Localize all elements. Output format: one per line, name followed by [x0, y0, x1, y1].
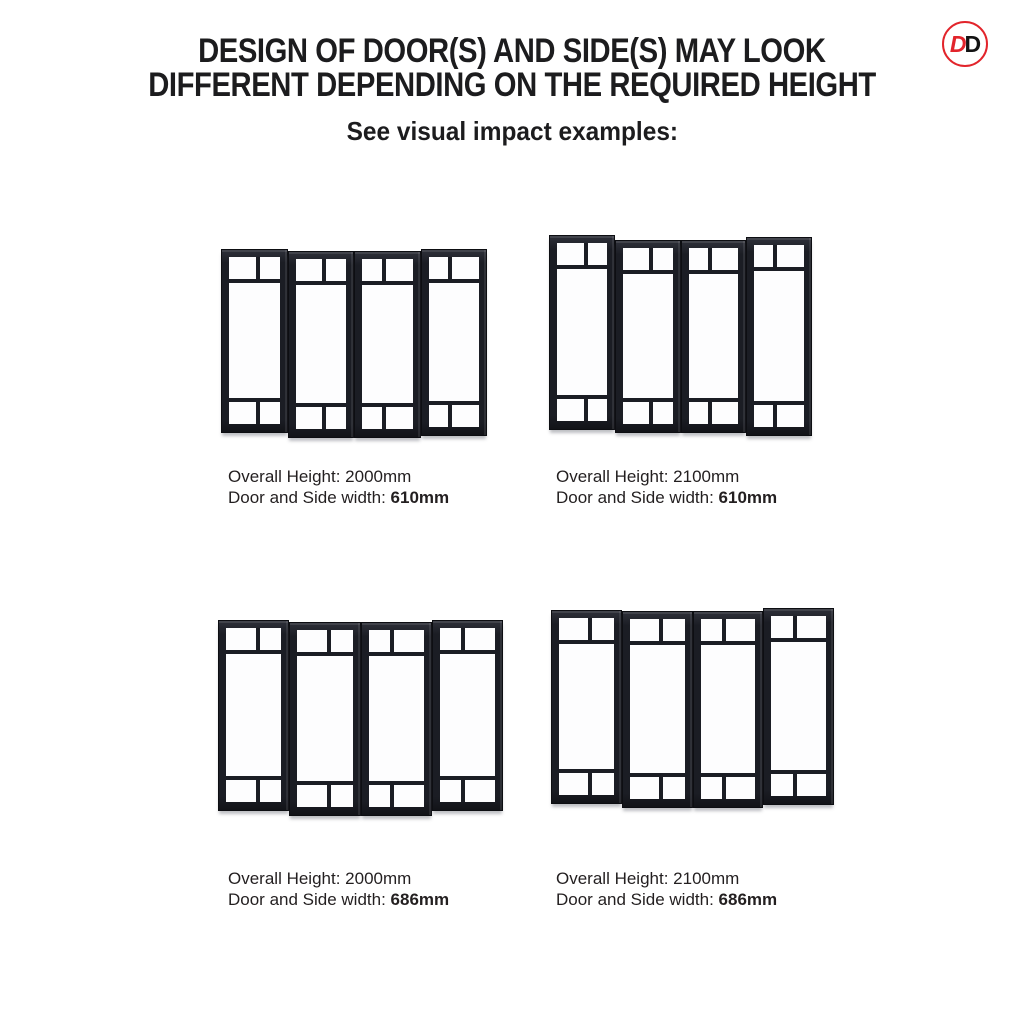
- door-panel: [694, 612, 763, 807]
- glass-pane: [712, 248, 739, 270]
- glass-pane: [297, 630, 327, 652]
- panel-bottom-section: [229, 402, 280, 424]
- glass-pane: [557, 399, 584, 421]
- door-example-2100-610: [550, 239, 811, 430]
- glass-pane: [623, 402, 650, 424]
- door-panel: [764, 609, 833, 804]
- glass-pane-middle: [701, 645, 756, 773]
- glass-pane: [653, 248, 672, 270]
- panel-top-section: [623, 248, 673, 270]
- door-panel: [289, 252, 354, 437]
- glass-pane: [726, 777, 755, 799]
- door-panel: [219, 621, 288, 810]
- door-panel: [682, 241, 746, 432]
- glass-pane: [559, 773, 588, 795]
- glass-pane-middle: [369, 656, 424, 781]
- dd-logo-icon: [942, 21, 988, 67]
- panel-top-section: [362, 259, 413, 281]
- glass-pane: [754, 405, 773, 427]
- panel-top-section: [440, 628, 495, 650]
- caption-2000-610: [228, 466, 449, 508]
- door-panel: [362, 623, 431, 815]
- glass-pane: [296, 259, 323, 281]
- caption-height-line: Overall Height: 2000mm: [228, 467, 412, 486]
- glass-pane-middle: [229, 283, 280, 398]
- glass-pane: [689, 402, 708, 424]
- caption-width-line: Door and Side width: 610mm: [228, 488, 450, 507]
- glass-pane: [701, 619, 722, 641]
- glass-pane: [229, 402, 256, 424]
- glass-pane-middle: [559, 644, 614, 769]
- panel-top-section: [689, 248, 739, 270]
- page-title: [0, 34, 1024, 102]
- glass-pane: [369, 785, 391, 807]
- door-panel: [747, 238, 811, 435]
- glass-pane-middle: [754, 271, 804, 401]
- panel-bottom-section: [689, 402, 739, 424]
- glass-pane: [326, 259, 346, 281]
- glass-pane: [260, 402, 280, 424]
- glass-pane-middle: [440, 654, 495, 776]
- glass-pane: [429, 405, 449, 427]
- panel-bottom-section: [429, 405, 480, 427]
- panel-bottom-section: [623, 402, 673, 424]
- caption-2000-686: [228, 868, 449, 910]
- door-panel: [290, 623, 359, 815]
- glass-pane: [229, 257, 256, 279]
- panel-bottom-section: [559, 773, 614, 795]
- caption-width-line: Door and Side width: 610mm: [556, 488, 778, 507]
- panel-bottom-section: [771, 774, 826, 796]
- page-title-line2: DIFFERENT DEPENDING ON THE REQUIRED HEIGHT: [148, 66, 876, 104]
- panel-bottom-section: [296, 407, 347, 429]
- glass-pane: [623, 248, 650, 270]
- glass-pane: [297, 785, 327, 807]
- glass-pane-middle: [362, 285, 413, 403]
- door-panel: [355, 252, 420, 437]
- door-panel: [433, 621, 502, 810]
- glass-pane-middle: [623, 274, 673, 398]
- glass-pane: [630, 619, 659, 641]
- panel-top-section: [771, 616, 826, 638]
- panel-bottom-section: [226, 780, 281, 802]
- panel-top-section: [559, 618, 614, 640]
- glass-pane-middle: [297, 656, 352, 781]
- panel-bottom-section: [362, 407, 413, 429]
- panel-top-section: [429, 257, 480, 279]
- glass-pane: [630, 777, 659, 799]
- caption-width-line: Door and Side width: 686mm: [556, 890, 778, 909]
- glass-pane-middle: [557, 269, 607, 395]
- panel-top-section: [297, 630, 352, 652]
- door-panel: [616, 241, 680, 432]
- glass-pane: [592, 773, 613, 795]
- door-panel: [550, 236, 614, 429]
- glass-pane: [440, 780, 462, 802]
- glass-pane: [452, 405, 479, 427]
- caption-height-line: Overall Height: 2000mm: [228, 869, 412, 888]
- door-panel: [552, 611, 621, 803]
- panel-top-section: [369, 630, 424, 652]
- glass-pane: [663, 777, 684, 799]
- glass-pane: [465, 628, 495, 650]
- glass-pane: [726, 619, 755, 641]
- caption-2100-610: [556, 466, 777, 508]
- glass-pane: [362, 259, 382, 281]
- glass-pane: [588, 243, 607, 265]
- glass-pane-middle: [296, 285, 347, 403]
- panel-top-section: [754, 245, 804, 267]
- panel-bottom-section: [630, 777, 685, 799]
- door-panel: [422, 250, 487, 435]
- glass-pane: [226, 780, 256, 802]
- glass-pane: [754, 245, 773, 267]
- door-panel: [623, 612, 692, 807]
- panel-top-section: [226, 628, 281, 650]
- glass-pane: [260, 628, 282, 650]
- glass-pane: [771, 616, 792, 638]
- glass-pane-middle: [771, 642, 826, 770]
- glass-pane: [777, 405, 804, 427]
- glass-pane: [386, 407, 413, 429]
- glass-pane: [701, 777, 722, 799]
- glass-pane: [653, 402, 672, 424]
- caption-width-line: Door and Side width: 686mm: [228, 890, 450, 909]
- page-subtitle: See visual impact examples:: [346, 116, 678, 146]
- page-title-line1: DESIGN OF DOOR(S) AND SIDE(S) MAY LOOK: [198, 32, 826, 70]
- glass-pane: [771, 774, 792, 796]
- glass-pane-middle: [630, 645, 685, 773]
- panel-top-section: [630, 619, 685, 641]
- door-example-2000-686: [219, 621, 502, 810]
- glass-pane: [559, 618, 588, 640]
- panel-bottom-section: [701, 777, 756, 799]
- panel-top-section: [557, 243, 607, 265]
- glass-pane: [394, 630, 424, 652]
- glass-pane: [429, 257, 449, 279]
- glass-pane-middle: [429, 283, 480, 401]
- glass-pane: [331, 785, 353, 807]
- glass-pane: [557, 243, 584, 265]
- glass-pane-middle: [689, 274, 739, 398]
- caption-2100-686: [556, 868, 777, 910]
- glass-pane: [663, 619, 684, 641]
- panel-top-section: [296, 259, 347, 281]
- panel-bottom-section: [557, 399, 607, 421]
- glass-pane: [331, 630, 353, 652]
- door-example-2100-686: [552, 611, 833, 803]
- glass-pane: [326, 407, 346, 429]
- glass-pane: [369, 630, 391, 652]
- glass-pane: [260, 780, 282, 802]
- glass-pane: [689, 248, 708, 270]
- door-example-2000-610: [222, 250, 486, 432]
- panel-top-section: [229, 257, 280, 279]
- caption-height-line: Overall Height: 2100mm: [556, 869, 740, 888]
- glass-pane: [797, 616, 826, 638]
- glass-pane: [588, 399, 607, 421]
- dd-logo-letter-1: D: [949, 30, 966, 57]
- glass-pane: [592, 618, 613, 640]
- caption-height-line: Overall Height: 2100mm: [556, 467, 740, 486]
- glass-pane: [260, 257, 280, 279]
- panel-bottom-section: [440, 780, 495, 802]
- panel-bottom-section: [754, 405, 804, 427]
- glass-pane: [712, 402, 739, 424]
- glass-pane: [440, 628, 462, 650]
- panel-top-section: [701, 619, 756, 641]
- panel-bottom-section: [297, 785, 352, 807]
- door-panel: [222, 250, 287, 432]
- glass-pane: [777, 245, 804, 267]
- glass-pane: [797, 774, 826, 796]
- glass-pane: [394, 785, 424, 807]
- glass-pane: [465, 780, 495, 802]
- glass-pane: [386, 259, 413, 281]
- glass-pane: [226, 628, 256, 650]
- glass-pane: [452, 257, 479, 279]
- glass-pane-middle: [226, 654, 281, 776]
- glass-pane: [362, 407, 382, 429]
- glass-pane: [296, 407, 323, 429]
- panel-bottom-section: [369, 785, 424, 807]
- dd-logo-letter-2: D: [964, 30, 981, 57]
